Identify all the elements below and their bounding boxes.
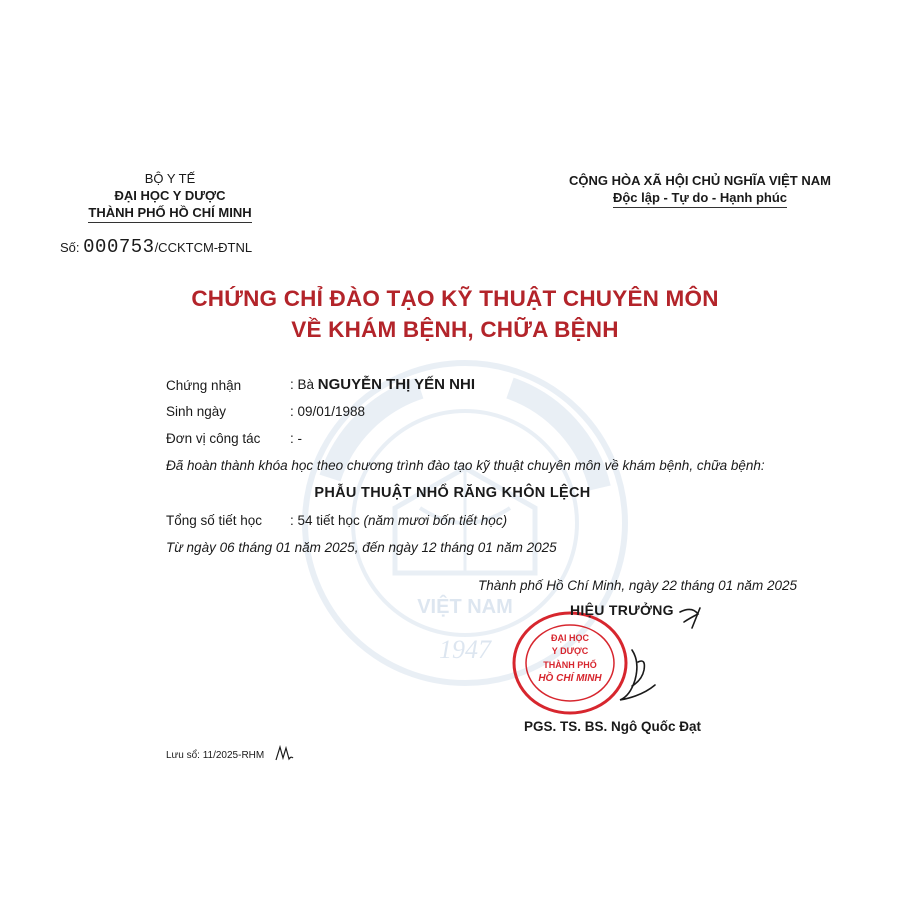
issuing-authority-header	[55, 170, 285, 223]
title-line-2: VỀ KHÁM BỆNH, CHỮA BỆNH	[291, 317, 619, 342]
serial-suffix: /CCKTCM-ĐTNL	[154, 240, 253, 255]
serial-label: Số:	[60, 240, 80, 255]
certify-prefix: : Bà	[290, 377, 318, 392]
archive-register: Lưu sổ: 11/2025-RHM	[166, 750, 265, 761]
university-name: ĐẠI HỌC Y DƯỢC	[114, 188, 226, 203]
recipient-name: NGUYỄN THỊ YẾN NHI	[317, 376, 476, 393]
initials-mark	[274, 744, 294, 762]
watermark-year: 1947	[439, 635, 491, 664]
national-header	[540, 172, 860, 208]
course-dates: Từ ngày 06 tháng 01 năm 2025, đến ngày 12 tháng 01 năm 2025	[166, 540, 557, 555]
periods-label: Tổng số tiết học	[166, 513, 263, 528]
signer-position: HIỆU TRƯỞNG	[570, 602, 674, 618]
title-line-1: CHỨNG CHỈ ĐÀO TẠO KỸ THUẬT CHUYÊN MÔN	[191, 286, 719, 311]
workplace-value: : -	[290, 431, 302, 446]
stamp-line-2: Y DƯỢC	[551, 646, 589, 656]
dob-label: Sinh ngày	[166, 404, 227, 419]
university-city: THÀNH PHỐ HỒ CHÍ MINH	[88, 204, 251, 223]
course-name: PHẪU THUẬT NHỔ RĂNG KHÔN LỆCH	[314, 485, 591, 501]
stamp-line-4: HỒ CHÍ MINH	[538, 673, 602, 684]
place-and-date: Thành phố Hồ Chí Minh, ngày 22 tháng 01 năm 2025	[478, 578, 797, 593]
national-motto: Độc lập - Tự do - Hạnh phúc	[613, 189, 787, 208]
workplace-label: Đơn vị công tác	[166, 431, 261, 446]
stamp-line-3: THÀNH PHỐ	[543, 660, 597, 670]
periods-in-words: (năm mươi bốn tiết học)	[363, 513, 508, 528]
serial-number: 000753	[83, 236, 155, 258]
signer-name: PGS. TS. BS. Ngô Quốc Đạt	[524, 719, 702, 734]
periods-number: : 54 tiết học	[290, 513, 364, 528]
nation-name: CỘNG HÒA XÃ HỘI CHỦ NGHĨA VIỆT NAM	[569, 173, 831, 188]
certify-value	[290, 376, 475, 393]
stamp-line-1: ĐẠI HỌC	[551, 633, 589, 643]
completion-statement: Đã hoàn thành khóa học theo chương trình đào tạo kỹ thuật chuyên môn về khám bệnh, chữa bệnh:	[166, 458, 765, 473]
handwritten-signature	[580, 600, 730, 710]
dob-value: : 09/01/1988	[290, 404, 366, 419]
watermark-country: VIỆT NAM	[417, 596, 513, 618]
certify-label: Chứng nhận	[166, 378, 242, 393]
periods-value	[290, 513, 507, 528]
ministry-name: BỘ Y TẾ	[144, 171, 196, 186]
certificate-title	[60, 283, 850, 345]
certificate-serial	[60, 236, 252, 258]
